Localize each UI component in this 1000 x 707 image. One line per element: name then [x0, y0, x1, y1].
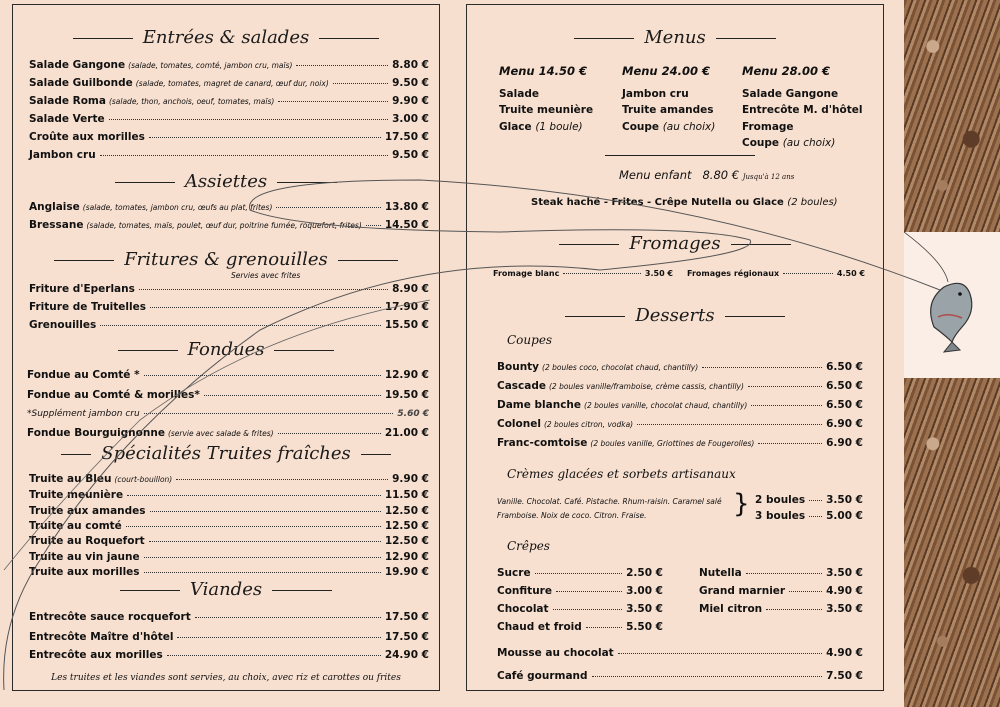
section-title-fritures: Fritures & grenouilles — [13, 249, 439, 270]
menu-item: Bressane (salade, tomates, maïs, poulet, œuf dur, poitrine fumée, roquefort, frites) 14.50 € — [29, 219, 429, 231]
menu-item: Mousse au chocolat 4.90 € — [497, 647, 863, 659]
menu-item: Truite au Bleu (court-bouillon) 9.90 € — [29, 473, 429, 485]
coupes-title: Coupes — [507, 333, 553, 347]
menu-item: Dame blanche (2 boules vanille, chocolat chaud, chantilly) 6.50 € — [497, 399, 863, 411]
menu-item: Truite au vin jaune 12.90 € — [29, 551, 429, 563]
kids-menu: Menu enfant 8.80 € Jusqu'à 12 ans — [619, 168, 795, 182]
forest-photo-top — [904, 0, 1000, 232]
menu-item: Truite au comté 12.50 € — [29, 520, 429, 532]
menu-item: Anglaise (salade, tomates, jambon cru, œufs au plat, frites) 13.80 € — [29, 201, 429, 213]
menu-item: Sucre 2.50 € — [497, 567, 663, 579]
side-dish-note: Les truites et les viandes sont servies, au choix, avec riz et carottes ou frites — [51, 673, 401, 683]
menu-item: Fondue Bourguignonne (servie avec salade & frites) 21.00 € — [27, 427, 429, 439]
trout-icon — [904, 232, 1000, 378]
menu-item: Miel citron 3.50 € — [699, 603, 863, 615]
section-title-truites: Spécialités Truites fraîches — [13, 443, 439, 464]
menu-item: Confiture 3.00 € — [497, 585, 663, 597]
menu-item: Salade Guilbonde (salade, tomates, magret de canard, œuf dur, noix) 9.50 € — [29, 77, 429, 89]
forest-photo-bottom — [904, 378, 1000, 707]
menu-item: Fondue au Comté & morilles* 19.50 € — [27, 389, 429, 401]
menu-item: Truite meunière 11.50 € — [29, 489, 429, 501]
menu-item: 3 boules 5.00 € — [755, 510, 863, 522]
section-title-fromages: Fromages — [467, 233, 883, 254]
crepes-title: Crêpes — [507, 539, 550, 553]
menu-item: Fromage blanc 3.50 € — [493, 269, 673, 278]
glaces-title: Crèmes glacées et sorbets artisanaux — [507, 467, 736, 481]
menu-1450: Menu 14.50 € Salade Truite meunière Glace (1 boule) — [499, 64, 594, 133]
menu-item: Nutella 3.50 € — [699, 567, 863, 579]
menu-item: Grand marnier 4.90 € — [699, 585, 863, 597]
menu-item: Truite aux amandes 12.50 € — [29, 505, 429, 517]
menu-item: Franc-comtoise (2 boules vanille, Griottines de Fougerolles) 6.90 € — [497, 437, 863, 449]
menu-item: Salade Verte 3.00 € — [29, 113, 429, 125]
menu-item: Salade Gangone (salade, tomates, comté, jambon cru, maïs) 8.80 € — [29, 59, 429, 71]
menu-item: Colonel (2 boules citron, vodka) 6.90 € — [497, 418, 863, 430]
menu-item: Truite aux morilles 19.90 € — [29, 566, 429, 578]
section-title-menus: Menus — [467, 27, 883, 48]
menu-item: Fondue au Comté * 12.90 € — [27, 369, 429, 381]
fish-illustration-panel — [904, 232, 1000, 378]
brace: } — [733, 489, 750, 519]
menu-item: Salade Roma (salade, thon, anchois, oeuf, tomates, maïs) 9.90 € — [29, 95, 429, 107]
menu-item: Chocolat 3.50 € — [497, 603, 663, 615]
menu-item: Fromages régionaux 4.50 € — [687, 269, 865, 278]
divider — [605, 155, 755, 156]
section-title-assiettes: Assiettes — [13, 171, 439, 192]
menu-item: Chaud et froid 5.50 € — [497, 621, 663, 633]
menu-item: Entrecôte sauce rocquefort 17.50 € — [29, 611, 429, 623]
menu-item: Croûte aux morilles 17.50 € — [29, 131, 429, 143]
glaces-flavors: Vanille. Chocolat. Café. Pistache. Rhum-raisin. Caramel salé — [497, 497, 722, 506]
right-menu-panel — [466, 4, 884, 691]
menu-2400: Menu 24.00 € Jambon cru Truite amandes Coupe (au choix) — [622, 64, 716, 133]
kids-menu-content: Steak haché - Frites - Crêpe Nutella ou Glace (2 boules) — [531, 197, 838, 208]
menu-item: Truite au Roquefort 12.50 € — [29, 535, 429, 547]
menu-item: Friture d'Eperlans 8.90 € — [29, 283, 429, 295]
fritures-subtitle: Servies avec frites — [231, 271, 301, 280]
menu-item: Entrecôte Maître d'hôtel 17.50 € — [29, 631, 429, 643]
menu-item: Grenouilles 15.50 € — [29, 319, 429, 331]
menu-item: Friture de Truitelles 17.90 € — [29, 301, 429, 313]
menu-item: *Supplément jambon cru 5.60 € — [27, 409, 429, 419]
menu-item: Entrecôte aux morilles 24.90 € — [29, 649, 429, 661]
menu-item: Jambon cru 9.50 € — [29, 149, 429, 161]
section-title-viandes: Viandes — [13, 579, 439, 600]
glaces-flavors: Framboise. Noix de coco. Citron. Fraise. — [497, 511, 647, 520]
menu-item: Cascade (2 boules vanille/framboise, crème cassis, chantilly) 6.50 € — [497, 380, 863, 392]
menu-item: 2 boules 3.50 € — [755, 494, 863, 506]
section-title-fondues: Fondues — [13, 339, 439, 360]
menu-item: Bounty (2 boules coco, chocolat chaud, chantilly) 6.50 € — [497, 361, 863, 373]
menu-2800: Menu 28.00 € Salade Gangone Entrecôte M. d'hôtel Fromage Coupe (au choix) — [742, 64, 863, 149]
menu-item: Café gourmand 7.50 € — [497, 670, 863, 682]
left-menu-panel — [12, 4, 440, 691]
section-title-desserts: Desserts — [467, 305, 883, 326]
section-title-entrees: Entrées & salades — [13, 27, 439, 48]
